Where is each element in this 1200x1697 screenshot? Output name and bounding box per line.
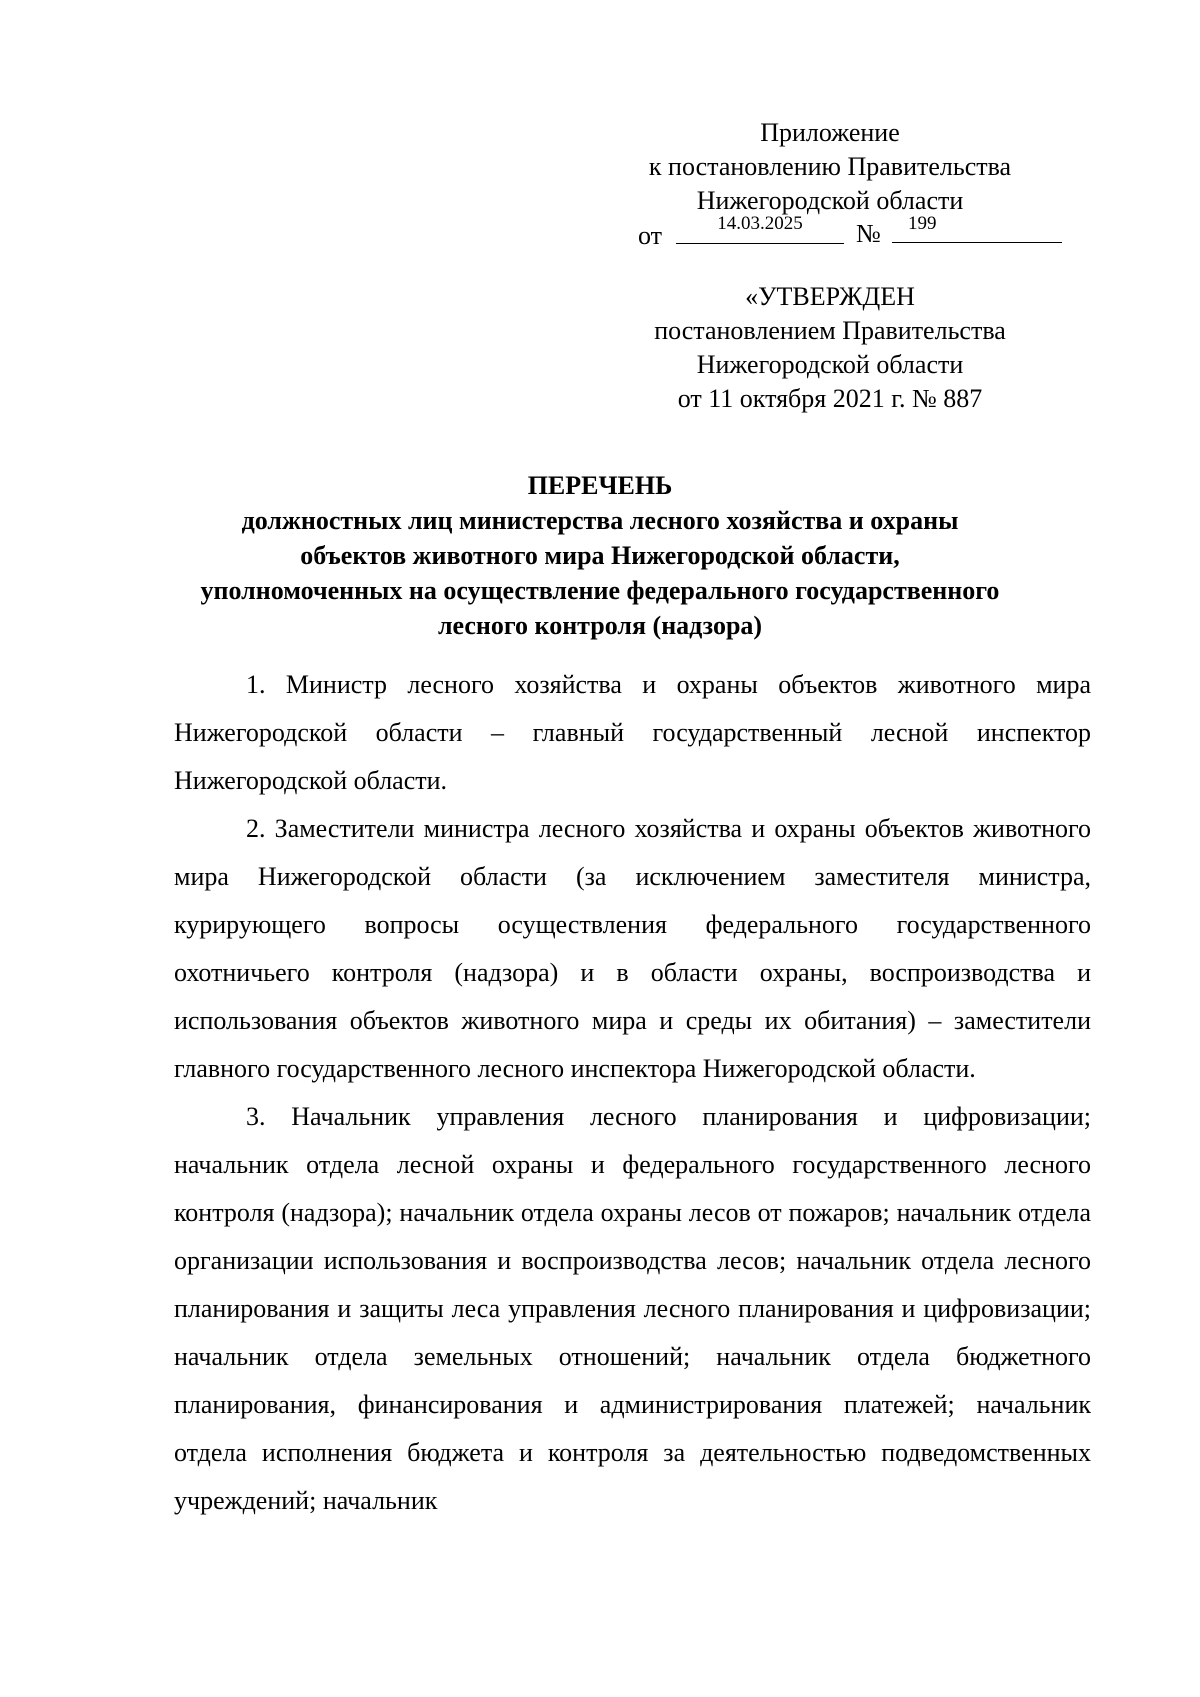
approval-block bbox=[600, 280, 1060, 416]
resolution-date: 14.03.2025 bbox=[676, 215, 844, 244]
appendix-block bbox=[600, 116, 1060, 218]
list-item-1: 1. Министр лесного хозяйства и охраны объектов животного мира Нижегородской области – главный государственный лесной инспектор Нижегородской области. bbox=[174, 670, 1091, 795]
approved-heading: «УТВЕРЖДЕН bbox=[745, 282, 915, 311]
date-label: от bbox=[638, 221, 663, 250]
list-item-3: 3. Начальник управления лесного планирования и цифровизации; начальник отдела лесной охраны и федерального государственного лесного контроля (надзора); начальник отдела охраны лесов от пожаров; начальник отдела организации использования и воспроизводства лесов; начальник отдела лесного планирования и защиты леса управления лесного планирования и цифровизации; начальник отдела земельных отношений; начальник отдела бюджетного планирования, финансирования и администрирования платежей; начальник отдела исполнения бюджета и контроля за деятельностью подведомственных учреждений; начальник bbox=[174, 1102, 1091, 1515]
list-item-2: 2. Заместители министра лесного хозяйства и охраны объектов животного мира Нижегородской области (за исключением заместителя министра, курирующего вопросы осуществления федерального государственного охотничьего контроля (надзора) и в области охраны, воспроизводства и использования объектов животного мира и среды их обитания) – заместители главного государственного лесного инспектора Нижегородской области. bbox=[174, 814, 1091, 1083]
resolution-reference bbox=[638, 215, 1062, 249]
title-line-4: уполномоченных на осуществление федерального государственного bbox=[200, 576, 1000, 605]
appendix-heading: Приложение bbox=[760, 118, 900, 147]
title-line-5: лесного контроля (надзора) bbox=[437, 611, 763, 640]
document-body bbox=[174, 661, 1091, 1525]
appendix-region: Нижегородской области bbox=[696, 186, 964, 215]
number-sign: № bbox=[856, 219, 881, 248]
resolution-number: 199 bbox=[892, 215, 1062, 243]
appendix-resolution-ref: к постановлению Правительства bbox=[648, 152, 1012, 181]
title-line-3: объектов животного мира Нижегородской области, bbox=[300, 541, 900, 570]
document-title bbox=[150, 468, 1050, 643]
approved-date-number: от 11 октября 2021 г. № 887 bbox=[677, 384, 983, 413]
approved-by: постановлением Правительства bbox=[654, 316, 1006, 345]
title-line-2: должностных лиц министерства лесного хозяйства и охраны bbox=[241, 506, 959, 535]
approved-region: Нижегородской области bbox=[696, 350, 964, 379]
title-heading: ПЕРЕЧЕНЬ bbox=[527, 471, 673, 500]
